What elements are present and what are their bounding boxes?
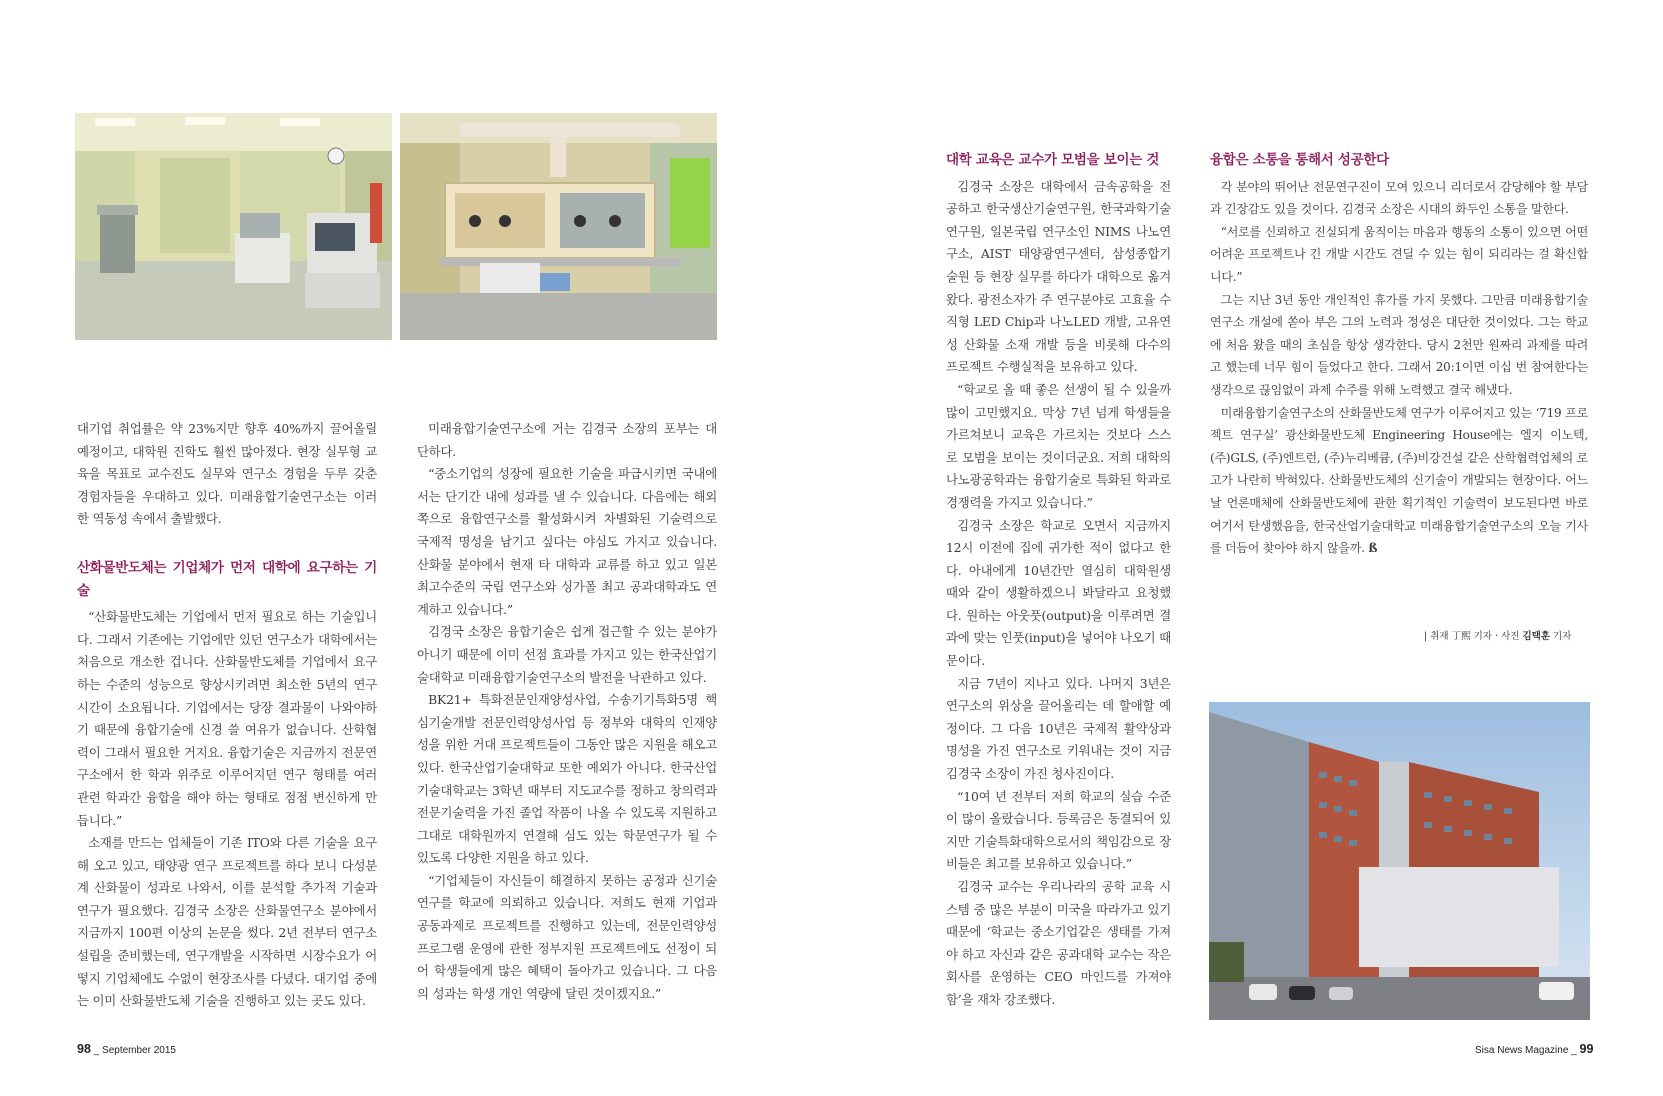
university-building-photo <box>1209 702 1590 1020</box>
intro-paragraph: 대기업 취업률은 약 23%지만 향후 40%까지 끌어올릴 예정이고, 대학원 진학도 훨씬 많아졌다. 현장 실무형 교육을 목표로 교수진도 실무와 연구소 경험을 두루 갖춘 경험자들을 우대하고 있다. 미래융합기술연구소는 이러한 역동성 속에서 출발했다. <box>77 421 377 527</box>
body-paragraph: 김경국 소장은 융합기술은 쉽게 접근할 수 있는 분야가 아니기 때문에 이미 선점 효과를 가지고 있는 한국산업기술대학교 미래융합기술연구소의 발전을 낙관하고 있다. <box>417 624 717 685</box>
body-paragraph: “중소기업의 성장에 필요한 기술을 파급시키면 국내에서는 단기간 내에 성과를 낼 수 있습니다. 다음에는 해외 쪽으로 융합연구소를 활성화시켜 차별화된 기술력으로 국제적 명성을 남기고 싶다는 야심도 가지고 있습니다. 산화물 분야에서 현재 타 대학과 교류를 하고 있고 일본 최고수준의 국립 연구소와 싱가폴 최고 공과대학과도 연계하고 있습니다.” <box>417 466 717 617</box>
cleanroom-lab-photo <box>75 113 392 340</box>
issue-date: _ September 2015 <box>93 1045 176 1056</box>
body-paragraph: “학교로 올 때 좋은 선생이 될 수 있을까 많이 고민했지요. 막상 7년 넘게 학생들을 가르쳐보니 교육은 가르치는 것보다 스스로 모범을 보이는 것이더군요. 저희 대학의 나노광공학과는 융합기술로 특화된 학과로 경쟁력을 가지고 있습니다.” <box>946 381 1171 510</box>
credit-suffix: 기자 <box>1553 631 1572 642</box>
section-heading-education: 대학 교육은 교수가 모범을 보이는 것 <box>946 152 1160 168</box>
page-number-left: 98 <box>77 1042 91 1056</box>
section-heading-oxide: 산화물반도체는 기업체가 먼저 대학에 요구하는 기술 <box>77 559 377 599</box>
right-folio <box>1475 1042 1593 1056</box>
body-paragraph: “기업체들이 자신들이 해결하지 못하는 공정과 신기술 연구를 학교에 의뢰하고 있습니다. 저희도 현재 기업과 공동과제로 프로젝트를 진행하고 있는데, 전문인력양성 프로그램 운영에 관한 정부지원 프로젝트에도 선정이 되어 학생들에게 많은 혜택이 돌아가고 있습니다. 그 다음의 성과는 학생 개인 역량에 달린 것이겠지요.” <box>417 872 717 1001</box>
body-paragraph <box>1210 402 1588 560</box>
body-paragraph: 그는 지난 3년 동안 개인적인 휴가를 가지 못했다. 그만큼 미래융합기술연구소 개설에 쏟아 부은 그의 노력과 정성은 대단한 것이었다. 그는 학교에 처음 왔을 때의 초심을 항상 생각한다. 당시 2천만 원짜리 과제를 따려고 했는데 너무 힘이 들었다고 한다. 그래서 20:1이면 이십 번 참여한다는 생각으로 끊임없이 과제 수주를 위해 노력했고 결국 해냈다. <box>1210 292 1588 397</box>
credit-photographer: 김택훈 <box>1522 631 1550 642</box>
body-paragraph: 각 분야의 뛰어난 전문연구진이 모여 있으니 리더로서 감당해야 할 부담과 긴장감도 있을 것이다. 김경국 소장은 시대의 화두인 소통을 말한다. <box>1210 179 1588 217</box>
credit-mid: 기자 · 사진 <box>1473 631 1520 642</box>
body-paragraph: 김경국 소장은 대학에서 금속공학을 전공하고 한국생산기술연구원, 한국과학기술연구원, 일본국립 연구소인 NIMS 나노연구소, AIST 태양광연구센터, 삼성종합기술원 등 현장 실무를 하다가 대학으로 옮겨왔다. 광전소자가 주 연구분야로 고효율 수직형 LED Chip과 나노LED 개발, 고유연성 산화물 소재 개발 등을 비롯해 다수의 프로젝트 수행실적을 보유하고 있다. <box>946 178 1171 375</box>
section-heading-convergence: 융합은 소통을 통해서 성공한다 <box>1210 152 1389 168</box>
magazine-name: Sisa News Magazine _ <box>1475 1045 1577 1056</box>
credit-prefix: | 취재 <box>1424 631 1449 642</box>
credit-reporter: 丁熙 <box>1451 631 1471 642</box>
body-paragraph: “산화물반도체는 기업에서 먼저 필요로 하는 기술입니다. 그래서 기존에는 기업에만 있던 연구소가 대학에서는 처음으로 개소한 겁니다. 산화물반도체를 기업에서 요구하는 수준의 성능으로 향상시키려면 최소한 5년의 연구 시간이 소요됩니다. 기업에서는 당장 결과물이 나와야하기 때문에 융합기술에 신경 쓸 여유가 없습니다. 산학협력이 그래서 필요한 거지요. 융합기술은 지금까지 전문연구소에서 한 학과 위주로 이루어지던 연구 형태를 여러 관련 학과간 융합을 해야 하는 형태로 점점 변신하게 만듭니다.” <box>77 609 377 828</box>
left-folio <box>77 1042 176 1056</box>
body-paragraph: 지금 7년이 지나고 있다. 나머지 3년은 연구소의 위상을 끌어올리는 데 할애할 예정이다. 그 다음 10년은 국제적 활약상과 명성을 가진 연구소로 키워내는 것이 지금 김경국 소장이 가진 청사진이다. <box>946 675 1171 782</box>
page-number-right: 99 <box>1579 1042 1594 1056</box>
article-column-3 <box>946 149 1171 1012</box>
body-paragraph: 김경국 교수는 우리나라의 공학 교육 시스템 중 많은 부분이 미국을 따라가고 있기 때문에 ‘학교는 중소기업같은 생태를 가져야 하고 자신과 같은 공과대학 교수는 작은 회사를 운영하는 CEO 마인드를 가져야 함’을 재차 강조했다. <box>946 879 1171 1007</box>
closing-paragraph-text: 미래융합기술연구소의 산화물반도체 연구가 이루어지고 있는 ‘719 프로젝트 연구실’ 광산화물반도체 Engineering House에는 엘지 이노텍, (주)GLS, (주)엔트런, (주)누리베큠, (주)비강건설 같은 산학협력업체의 로고가 나란히 박혀있다. 산화물반도체의 신기술이 개발되는 현장이다. 어느 날 언론매체에 산화물반도체에 관한 획기적인 기술력이 보도된다면 바로 여기서 탄생했음을, 한국산업기술대학교 미래융합기술연구소의 오늘 기사를 더듬어 찾아야 하지 않을까. <box>1210 405 1588 556</box>
end-mark: ß <box>1368 541 1378 556</box>
article-column-1 <box>77 418 377 1013</box>
article-column-2 <box>417 418 717 1005</box>
body-paragraph: “서로를 신뢰하고 진실되게 움직이는 마음과 행동의 소통이 있으면 어떤 어려운 프로젝트나 긴 개발 시간도 견딜 수 있는 힘이 되리라는 걸 확신합니다.” <box>1210 224 1588 284</box>
glovebox-bench-photo <box>400 113 717 340</box>
body-paragraph: “10여 년 전부터 저희 학교의 실습 수준이 많이 올랐습니다. 등록금은 동결되어 있지만 기술특화대학으로서의 책임감으로 장비들은 최고를 보유하고 있습니다.” <box>946 788 1171 872</box>
article-column-4 <box>1210 149 1588 560</box>
body-paragraph: BK21+ 특화전문인재양성사업, 수송기기특화5명 핵심기술개발 전문인력양성사업 등 정부와 대학의 인재양성을 위한 거대 프로젝트들이 그동안 많은 지원을 해오고 있다. 한국산업기술대학교 또한 예외가 아니다. 한국산업기술대학교는 3학년 때부터 지도교수를 정하고 창의력과 전문기술력을 가진 졸업 작품이 나올 수 있도록 지원하고 그대로 대학원까지 연결해 심도 있는 학문연구가 될 수 있도록 다양한 지원을 하고 있다. <box>417 692 717 866</box>
article-credit <box>1424 628 1571 642</box>
body-paragraph: 미래융합기술연구소에 거는 김경국 소장의 포부는 대단하다. <box>417 421 717 459</box>
body-paragraph: 소재를 만드는 업체들이 기존 ITO와 다른 기술을 요구해 오고 있고, 태양광 연구 프로젝트를 하다 보니 다성분계 산화물이 성과로 나와서, 이를 분석할 추가적 기술과 연구가 필요했다. 김경국 소장은 산화물연구소 분야에서 지금까지 100편 이상의 논문을 썼다. 2년 전부터 연구소 설립을 준비했는데, 연구개발을 시작하면 시장수요가 어떻지 기업체에도 수없이 현장조사를 다녔다. 대기업 중에는 이미 산화물반도체 기술을 진행하고 있는 곳도 있다. <box>77 835 377 1009</box>
body-paragraph: 김경국 소장은 학교로 오면서 지금까지 12시 이전에 집에 귀가한 적이 없다고 한다. 아내에게 10년간만 열심히 대학원생 때와 같이 생활하겠으니 봐달라고 요청했다. 원하는 아웃풋(output)을 이루려면 결과에 맞는 인풋(input)을 넣어야 나오기 때문이다. <box>946 517 1171 669</box>
